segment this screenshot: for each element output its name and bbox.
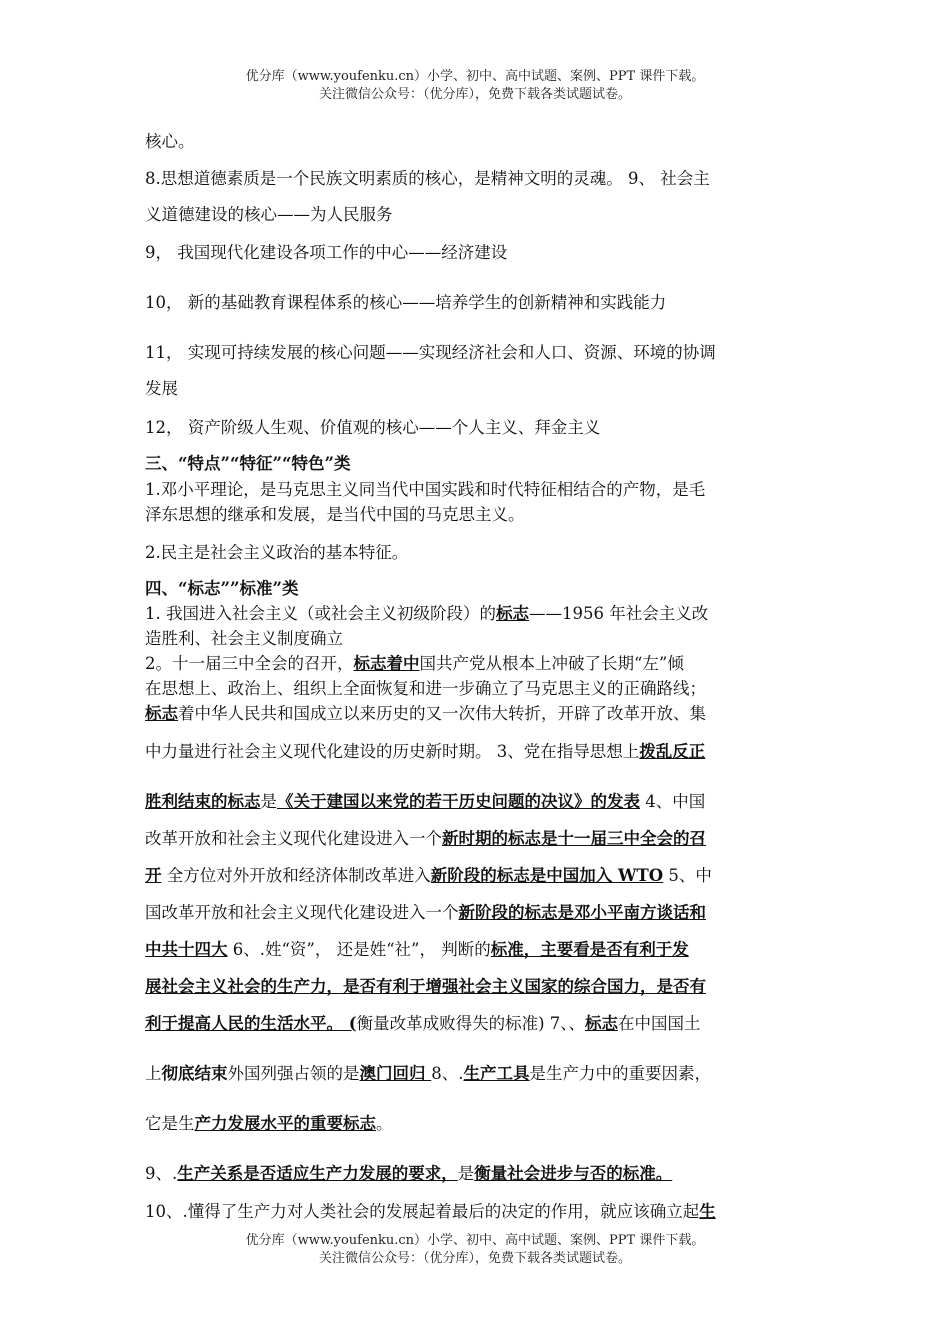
text-run: 是生产力中的重要因素， bbox=[529, 1064, 711, 1083]
body-line bbox=[145, 600, 708, 624]
text-run: 改革开放和社会主义现代化建设进入一个 bbox=[145, 829, 442, 848]
text-run: 在中国国土 bbox=[618, 1014, 701, 1033]
text-run: 中力量进行社会主义现代化建设的历史新时期。 3、党在指导思想上 bbox=[145, 742, 640, 761]
emphasis-text: 新阶段的标志是中国加入 WTO bbox=[430, 866, 664, 885]
body-line: 12， 资产阶级人生观、价值观的核心——个人主义、拜金主义 bbox=[145, 418, 601, 437]
emphasis-text: 标志 bbox=[145, 704, 178, 723]
emphasis-text: 产力发展水平的重要标志 bbox=[194, 1114, 376, 1133]
emphasis-text: 标志 bbox=[496, 604, 529, 623]
body-line bbox=[145, 1060, 711, 1084]
text-run: 是 bbox=[260, 792, 277, 811]
body-line: 发展 bbox=[145, 379, 178, 398]
body-line: 8.思想道德素质是一个民族文明素质的核心，是精神文明的灵魂。 9、 社会主 bbox=[145, 169, 710, 188]
body-line: 展社会主义社会的生产力，是否有利于增强社会主义国家的综合国力，是否有 bbox=[145, 977, 706, 996]
text-run: 6、.姓“资”， 还是姓“社”， 判断的 bbox=[227, 940, 491, 959]
text-run: 5、中 bbox=[663, 866, 712, 885]
section-heading: 四、“标志””标准”类 bbox=[145, 579, 299, 598]
emphasis-text: 开 bbox=[145, 866, 162, 885]
text-run: 它是生 bbox=[145, 1114, 195, 1133]
text-run: 1. 我国进入社会主义（或社会主义初级阶段）的 bbox=[145, 604, 496, 623]
text-run: 10、.懂得了生产力对人类社会的发展起着最后的决定的作用，就应该确立起 bbox=[145, 1202, 700, 1221]
body-line bbox=[145, 650, 684, 674]
emphasis-text: 新时期的标志是十一届三中全会的召 bbox=[442, 829, 706, 848]
emphasis-text: 衡量社会进步与否的标准。 bbox=[474, 1164, 673, 1183]
body-line bbox=[145, 1110, 393, 1134]
text-run: 全方位对外开放和经济体制改革进入 bbox=[161, 866, 431, 885]
body-line bbox=[145, 899, 706, 923]
body-line: 造胜利、社会主义制度确立 bbox=[145, 629, 343, 648]
text-run: 外国列强占领的是 bbox=[227, 1064, 360, 1083]
body-line: 义道德建设的核心——为人民服务 bbox=[145, 205, 393, 224]
text-run: 9、. bbox=[145, 1164, 178, 1183]
section-heading: 三、“特点”“特征”“特色”类 bbox=[145, 454, 351, 473]
emphasis-text: 澳门回归 bbox=[359, 1064, 432, 1083]
emphasis-text: 生产关系是否适应生产力发展的要求， bbox=[177, 1164, 458, 1183]
body-line bbox=[145, 738, 705, 762]
emphasis-text: 彻底结束 bbox=[161, 1064, 228, 1083]
body-line bbox=[145, 1160, 672, 1184]
body-line: 11， 实现可持续发展的核心问题——实现经济社会和人口、资源、环境的协调 bbox=[145, 343, 716, 362]
body-line: 泽东思想的继承和发展，是当代中国的马克思主义。 bbox=[145, 505, 525, 524]
text-run: ——1956 年社会主义改 bbox=[529, 604, 709, 623]
footer-line-1: 优分库（www.youfenku.cn）小学、初中、高中试题、案例、PPT 课件下载。 bbox=[245, 1233, 705, 1248]
emphasis-text: 生产工具 bbox=[463, 1064, 530, 1083]
emphasis-text: 胜利结束的标志 bbox=[145, 792, 261, 811]
body-line: 在思想上、政治上、组织上全面恢复和进一步确立了马克思主义的正确路线； bbox=[145, 679, 706, 698]
page-header bbox=[0, 68, 950, 104]
emphasis-text: 新阶段的标志是邓小平南方谈话和 bbox=[458, 903, 706, 922]
text-run: 国改革开放和社会主义现代化建设进入一个 bbox=[145, 903, 459, 922]
text-run: 衡量改革成败得失的标准) 7、、 bbox=[356, 1014, 585, 1033]
body-line bbox=[145, 1010, 701, 1034]
emphasis-text: 拨乱反正 bbox=[639, 742, 706, 761]
body-line: 10， 新的基础教育课程体系的核心——培养学生的创新精神和实践能力 bbox=[145, 293, 667, 312]
text-run: 国共产党从根本上冲破了长期“左”倾 bbox=[419, 654, 684, 673]
emphasis-text: 利于提高人民的生活水平。 ( bbox=[145, 1014, 357, 1033]
header-line-1: 优分库（www.youfenku.cn）小学、初中、高中试题、案例、PPT 课件下载。 bbox=[245, 69, 705, 84]
text-run: 是 bbox=[457, 1164, 475, 1183]
emphasis-text: 标志 bbox=[585, 1014, 618, 1033]
text-run: 4、中国 bbox=[640, 792, 706, 811]
body-line: 核心。 bbox=[145, 132, 195, 151]
text-run: 着中华人民共和国成立以来历史的又一次伟大转折，开辟了改革开放、集 bbox=[178, 704, 706, 723]
header-line-2: 关注微信公众号：（优分库），免费下载各类试题试卷。 bbox=[318, 87, 631, 102]
body-line bbox=[145, 862, 712, 886]
footer-line-2: 关注微信公众号：（优分库），免费下载各类试题试卷。 bbox=[318, 1251, 631, 1266]
body-line: 1.邓小平理论，是马克思主义同当代中国实践和时代特征相结合的产物，是毛 bbox=[145, 480, 706, 499]
emphasis-text: 标准，主要看是否有利于发 bbox=[490, 940, 689, 959]
text-run: 上 bbox=[145, 1064, 162, 1083]
emphasis-text: 标志着中 bbox=[353, 654, 420, 673]
body-line bbox=[145, 700, 706, 724]
text-run: 8、. bbox=[431, 1064, 464, 1083]
emphasis-text: 中共十四大 bbox=[145, 940, 228, 959]
body-line bbox=[145, 788, 705, 812]
body-line: 9， 我国现代化建设各项工作的中心——经济建设 bbox=[145, 243, 508, 262]
emphasis-text: 生 bbox=[699, 1202, 716, 1221]
body-line bbox=[145, 825, 706, 849]
emphasis-text: 《关于建国以来党的若干历史问题的决议》的发表 bbox=[277, 792, 640, 811]
body-line: 2.民主是社会主义政治的基本特征。 bbox=[145, 543, 409, 562]
text-run: 2。十一届三中全会的召开， bbox=[145, 654, 354, 673]
text-run: 。 bbox=[376, 1114, 393, 1133]
body-line bbox=[145, 1198, 716, 1222]
body-line bbox=[145, 936, 689, 960]
page-footer bbox=[0, 1232, 950, 1268]
